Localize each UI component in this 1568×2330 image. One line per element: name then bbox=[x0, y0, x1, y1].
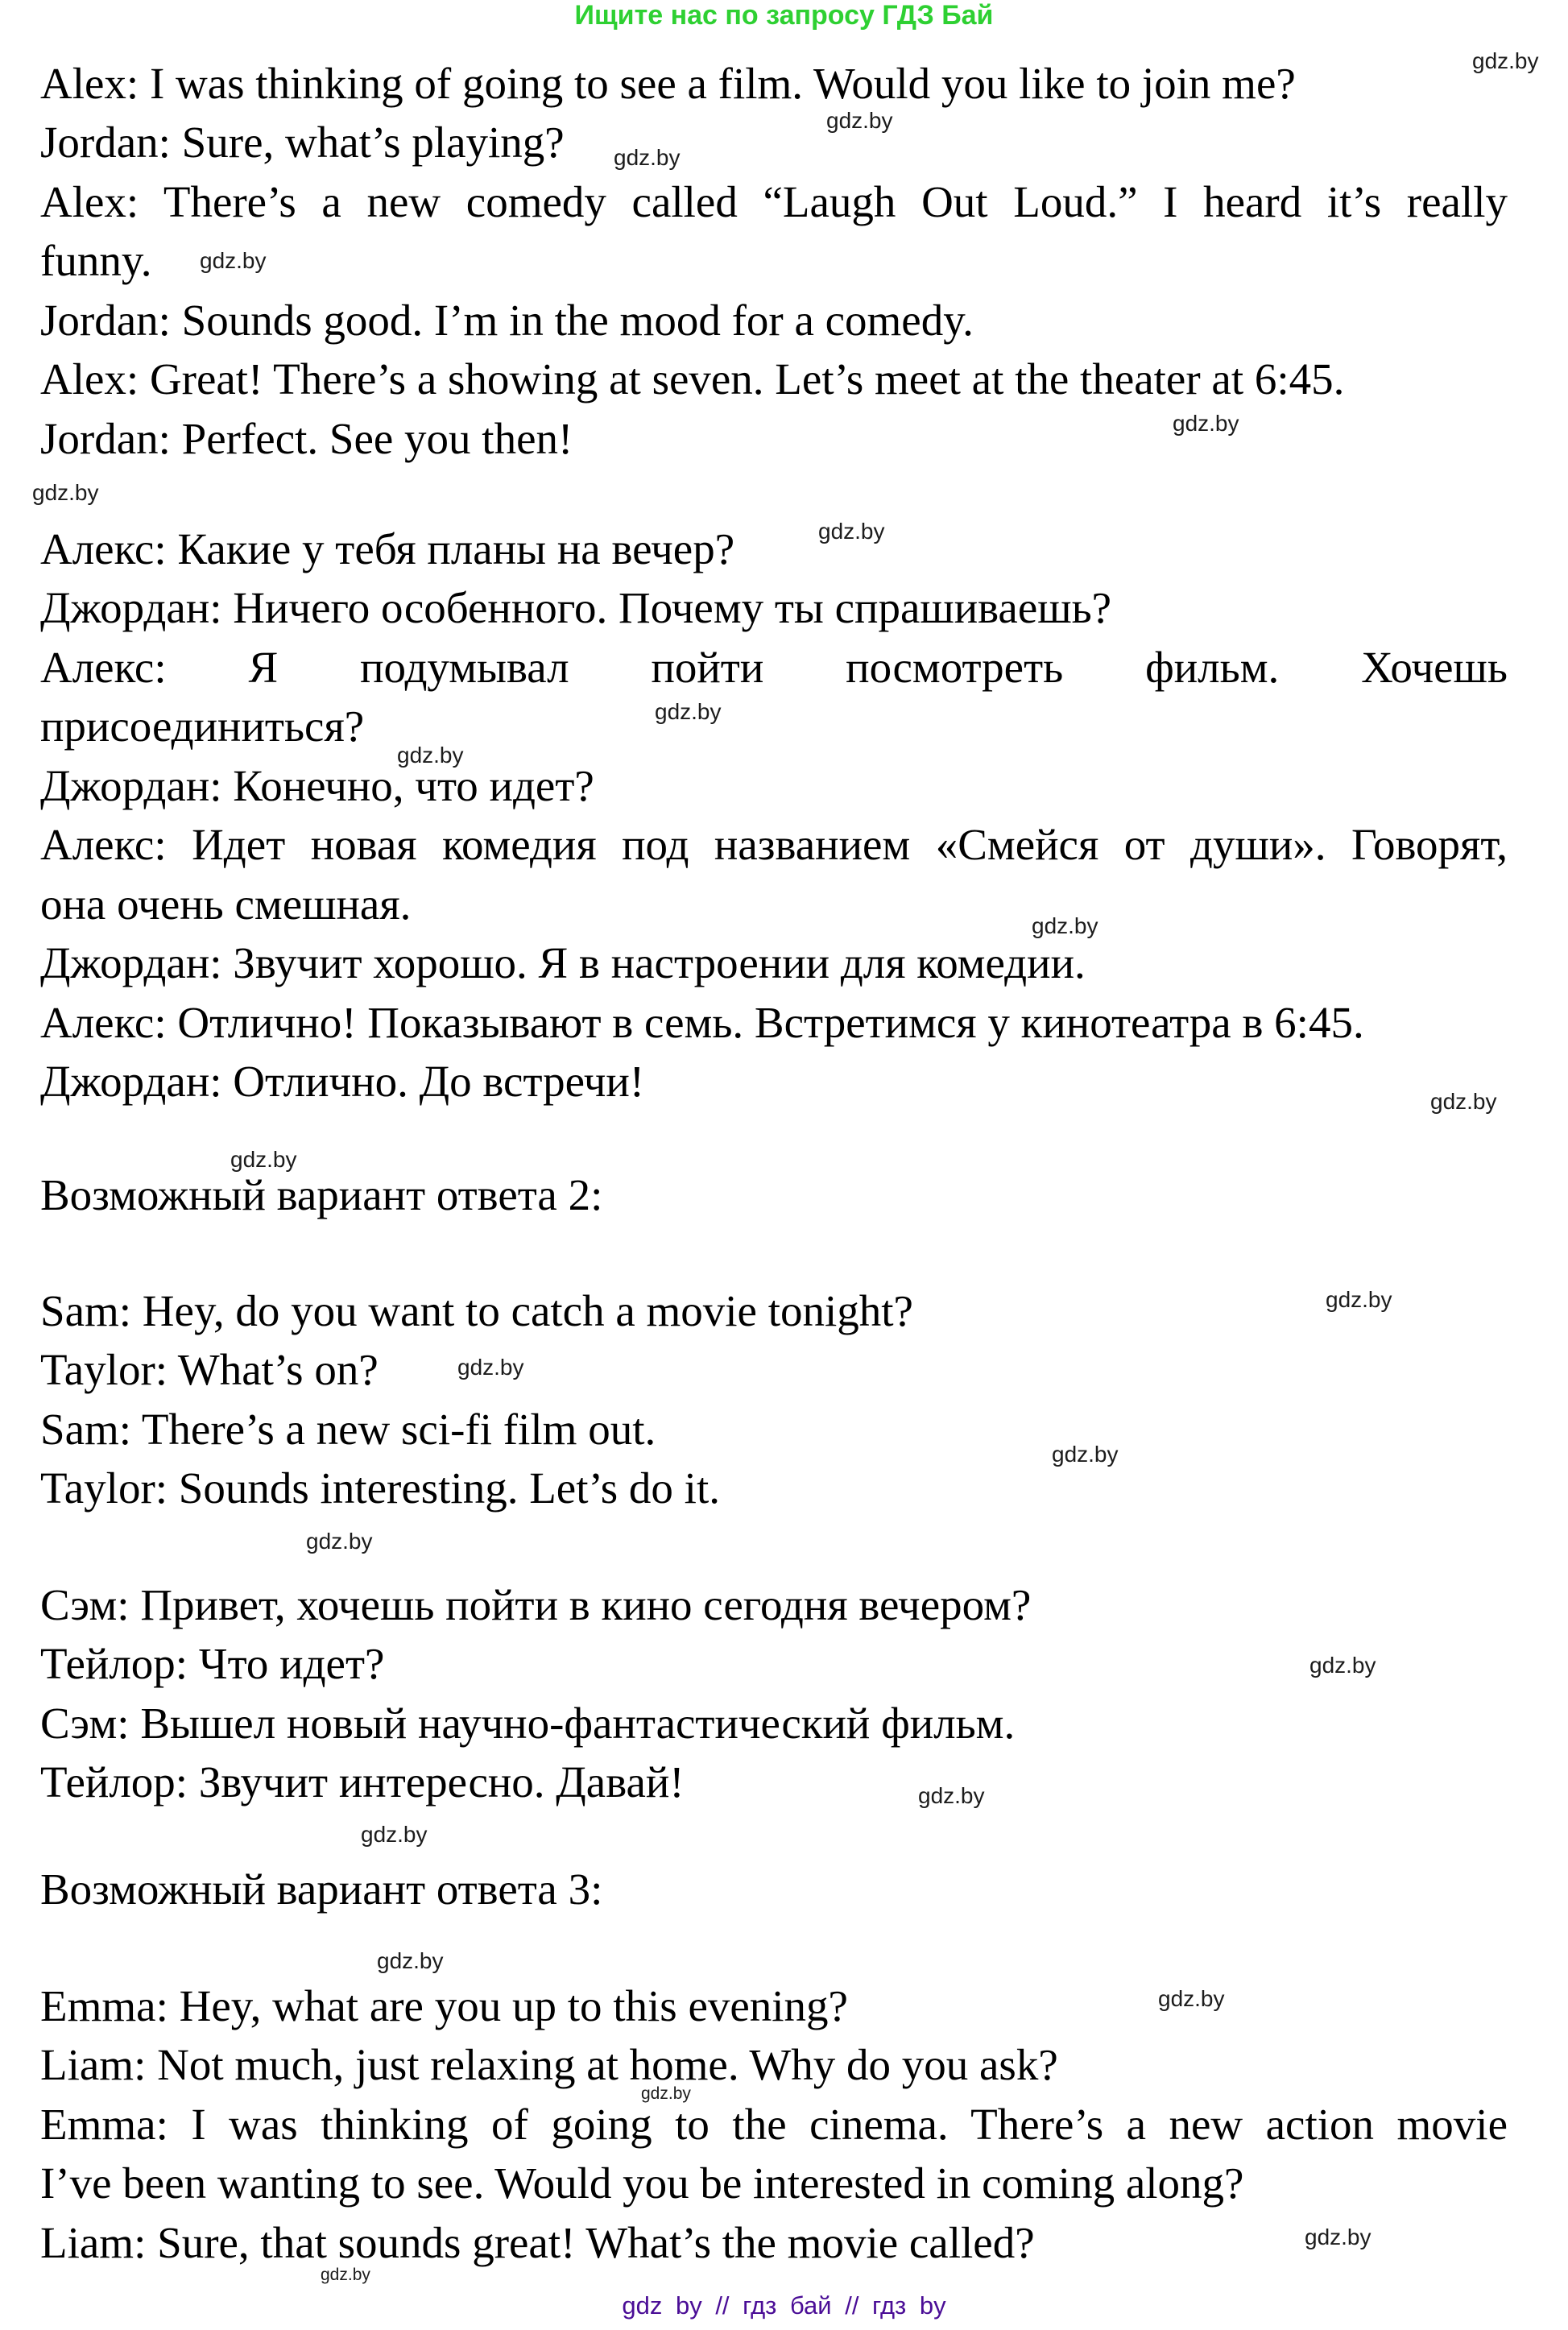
dialog-line: Сэм: Привет, хочешь пойти в кино сегодня вечером? bbox=[40, 1580, 1032, 1629]
watermark-gdz: gdz.by bbox=[1472, 48, 1539, 73]
watermark-gdz: gdz.by bbox=[321, 2266, 370, 2284]
watermark-gdz: gdz.by bbox=[457, 1355, 524, 1380]
watermark-gdz: gdz.by bbox=[918, 1783, 985, 1808]
dialog-line: Джордан: Ничего особенного. Почему ты спрашиваешь? bbox=[40, 583, 1112, 632]
dialog-line: она очень смешная. bbox=[40, 879, 412, 929]
dialog-line: Алекс: Отлично! Показывают в семь. Встретимся у кинотеатра в 6:45. bbox=[40, 998, 1364, 1047]
dialog-line: Сэм: Вышел новый научно-фантастический фильм. bbox=[40, 1699, 1016, 1748]
dialog-line: Liam: Not much, just relaxing at home. Why do you ask? bbox=[40, 2040, 1058, 2089]
watermark-gdz: gdz.by bbox=[1052, 1442, 1119, 1467]
dialog-line: Taylor: What’s on? bbox=[40, 1345, 379, 1394]
dialog-line: Taylor: Sounds interesting. Let’s do it. bbox=[40, 1463, 720, 1513]
watermark-gdz: gdz.by bbox=[655, 699, 722, 724]
watermark-gdz: gdz.by bbox=[1158, 1986, 1225, 2011]
watermark-gdz: gdz.by bbox=[397, 743, 464, 768]
watermark-gdz: gdz.by bbox=[818, 519, 885, 544]
dialog-line: Emma: I was thinking of going to the cinema. There’s a new action movie bbox=[40, 2100, 1508, 2149]
watermark-gdz: gdz.by bbox=[614, 145, 681, 170]
dialog-line: Тейлор: Что идет? bbox=[40, 1639, 385, 1688]
dialog-line: Emma: Hey, what are you up to this evening? bbox=[40, 1981, 848, 2030]
watermark-gdz: gdz.by bbox=[1430, 1089, 1497, 1114]
watermark-gdz: gdz.by bbox=[1309, 1653, 1376, 1678]
footer-brand: gdz by // гдз бай // гдз by bbox=[622, 2291, 946, 2320]
watermark-gdz: gdz.by bbox=[306, 1529, 373, 1554]
watermark-gdz: gdz.by bbox=[361, 1822, 428, 1847]
dialog-line: Alex: There’s a new comedy called “Laugh Out Loud.” I heard it’s really bbox=[40, 177, 1508, 226]
dialog-line: Sam: Hey, do you want to catch a movie tonight? bbox=[40, 1286, 913, 1335]
dialog-line: Jordan: Sounds good. I’m in the mood for a comedy. bbox=[40, 296, 974, 345]
watermark-gdz: gdz.by bbox=[32, 480, 99, 505]
watermark-gdz: gdz.by bbox=[230, 1147, 297, 1172]
watermark-gdz: gdz.by bbox=[1326, 1287, 1392, 1312]
dialog-line: funny. bbox=[40, 236, 152, 285]
dialog-line: Джордан: Звучит хорошо. Я в настроении для комедии. bbox=[40, 938, 1086, 987]
dialog-line: Jordan: Perfect. See you then! bbox=[40, 414, 573, 463]
watermark-gdz: gdz.by bbox=[1173, 411, 1239, 436]
answer-variant-heading: Возможный вариант ответа 2: bbox=[40, 1170, 603, 1219]
dialog-line: Liam: Sure, that sounds great! What’s the movie called? bbox=[40, 2218, 1035, 2267]
answer-variant-heading: Возможный вариант ответа 3: bbox=[40, 1864, 603, 1914]
dialog-line: Алекс: Я подумывал пойти посмотреть фильм. Хочешь bbox=[40, 643, 1508, 692]
dialog-line: Sam: There’s a new sci-fi film out. bbox=[40, 1405, 656, 1454]
dialog-line: Jordan: Sure, what’s playing? bbox=[40, 118, 565, 167]
promo-header: Ищите нас по запросу ГДЗ Бай bbox=[574, 0, 994, 31]
dialog-line: присоединиться? bbox=[40, 701, 365, 751]
dialog-line: Alex: Great! There’s a showing at seven. Let’s meet at the theater at 6:45. bbox=[40, 354, 1345, 404]
watermark-gdz: gdz.by bbox=[377, 1948, 444, 1973]
watermark-gdz: gdz.by bbox=[641, 2084, 691, 2103]
dialog-line: Alex: I was thinking of going to see a film. Would you like to join me? bbox=[40, 59, 1296, 108]
watermark-gdz: gdz.by bbox=[1305, 2224, 1371, 2249]
dialog-line: Алекс: Идет новая комедия под названием «Смейся от души». Говорят, bbox=[40, 820, 1508, 869]
watermark-gdz: gdz.by bbox=[200, 248, 267, 273]
dialog-line: I’ve been wanting to see. Would you be interested in coming along? bbox=[40, 2158, 1244, 2208]
dialog-line: Джордан: Отлично. До встречи! bbox=[40, 1057, 645, 1106]
dialog-line: Тейлор: Звучит интересно. Давай! bbox=[40, 1757, 685, 1806]
dialog-line: Джордан: Конечно, что идет? bbox=[40, 761, 594, 810]
watermark-gdz: gdz.by bbox=[1032, 913, 1098, 938]
watermark-gdz: gdz.by bbox=[826, 108, 893, 133]
dialog-line: Алекс: Какие у тебя планы на вечер? bbox=[40, 524, 735, 573]
